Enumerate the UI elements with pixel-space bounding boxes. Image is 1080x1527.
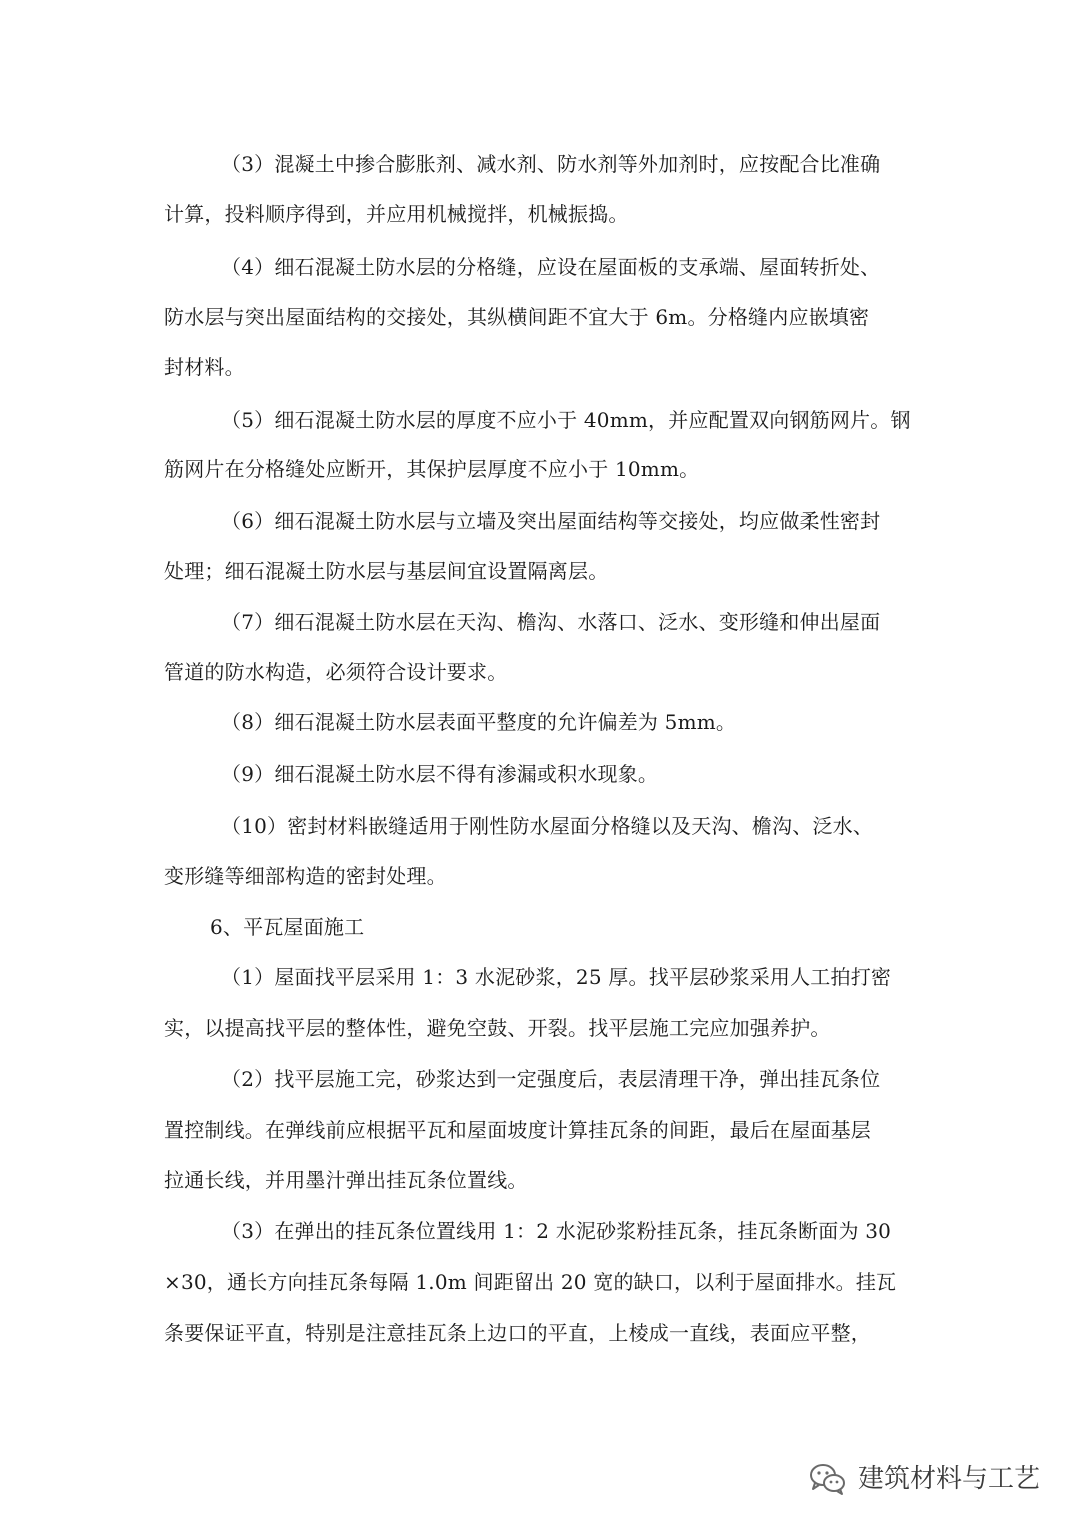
paragraph-line: 封材料。 [164, 355, 245, 379]
wechat-logo-icon [806, 1457, 850, 1501]
paragraph-line: 筋网片在分格缝处应断开，其保护层厚度不应小于 10mm。 [164, 457, 700, 481]
watermark-text: 建筑材料与工艺 [858, 1464, 1041, 1494]
paragraph-line: 处理；细石混凝土防水层与基层间宜设置隔离层。 [164, 559, 609, 583]
paragraph-line: （8）细石混凝土防水层表面平整度的允许偏差为 5mm。 [221, 710, 737, 734]
paragraph-line: ×30，通长方向挂瓦条每隔 1.0m 间距留出 20 宽的缺口，以利于屋面排水。挂瓦 [164, 1270, 897, 1294]
paragraph-line: （3）混凝土中掺合膨胀剂、减水剂、防水剂等外加剂时，应按配合比准确 [221, 152, 881, 176]
paragraph-line: （2）找平层施工完，砂浆达到一定强度后，表层清理干净，弹出挂瓦条位 [221, 1067, 881, 1091]
paragraph-line: （9）细石混凝土防水层不得有渗漏或积水现象。 [221, 762, 659, 786]
paragraph-line: （10）密封材料嵌缝适用于刚性防水屋面分格缝以及天沟、檐沟、泛水、 [221, 814, 874, 838]
paragraph-line: （7）细石混凝土防水层在天沟、檐沟、水落口、泛水、变形缝和伸出屋面 [221, 610, 881, 634]
paragraph-line: （3）在弹出的挂瓦条位置线用 1：2 水泥砂浆粉挂瓦条，挂瓦条断面为 30 [221, 1219, 892, 1243]
paragraph-line: 变形缝等细部构造的密封处理。 [164, 864, 447, 888]
paragraph-line: 置控制线。在弹线前应根据平瓦和屋面坡度计算挂瓦条的间距，最后在屋面基层 [164, 1118, 871, 1142]
watermark [806, 1457, 1040, 1501]
paragraph-line: （5）细石混凝土防水层的厚度不应小于 40mm，并应配置双向钢筋网片。钢 [221, 408, 911, 432]
paragraph-line: 计算，投料顺序得到，并应用机械搅拌，机械振捣。 [164, 202, 629, 226]
paragraph-line: （4）细石混凝土防水层的分格缝，应设在屋面板的支承端、屋面转折处、 [221, 255, 881, 279]
paragraph-line: 拉通长线，并用墨汁弹出挂瓦条位置线。 [164, 1168, 528, 1192]
paragraph-line: （6）细石混凝土防水层与立墙及突出屋面结构等交接处，均应做柔性密封 [221, 509, 881, 533]
section-heading: 6、平瓦屋面施工 [210, 915, 365, 939]
paragraph-line: 实，以提高找平层的整体性，避免空鼓、开裂。找平层施工完应加强养护。 [164, 1016, 831, 1040]
paragraph-line: （1）屋面找平层采用 1：3 水泥砂浆，25 厚。找平层砂浆采用人工拍打密 [221, 965, 892, 989]
paragraph-line: 防水层与突出屋面结构的交接处，其纵横间距不宜大于 6m。分格缝内应嵌填密 [164, 305, 870, 329]
paragraph-line: 管道的防水构造，必须符合设计要求。 [164, 660, 508, 684]
paragraph-line: 条要保证平直，特别是注意挂瓦条上边口的平直，上棱成一直线，表面应平整， [164, 1321, 871, 1345]
